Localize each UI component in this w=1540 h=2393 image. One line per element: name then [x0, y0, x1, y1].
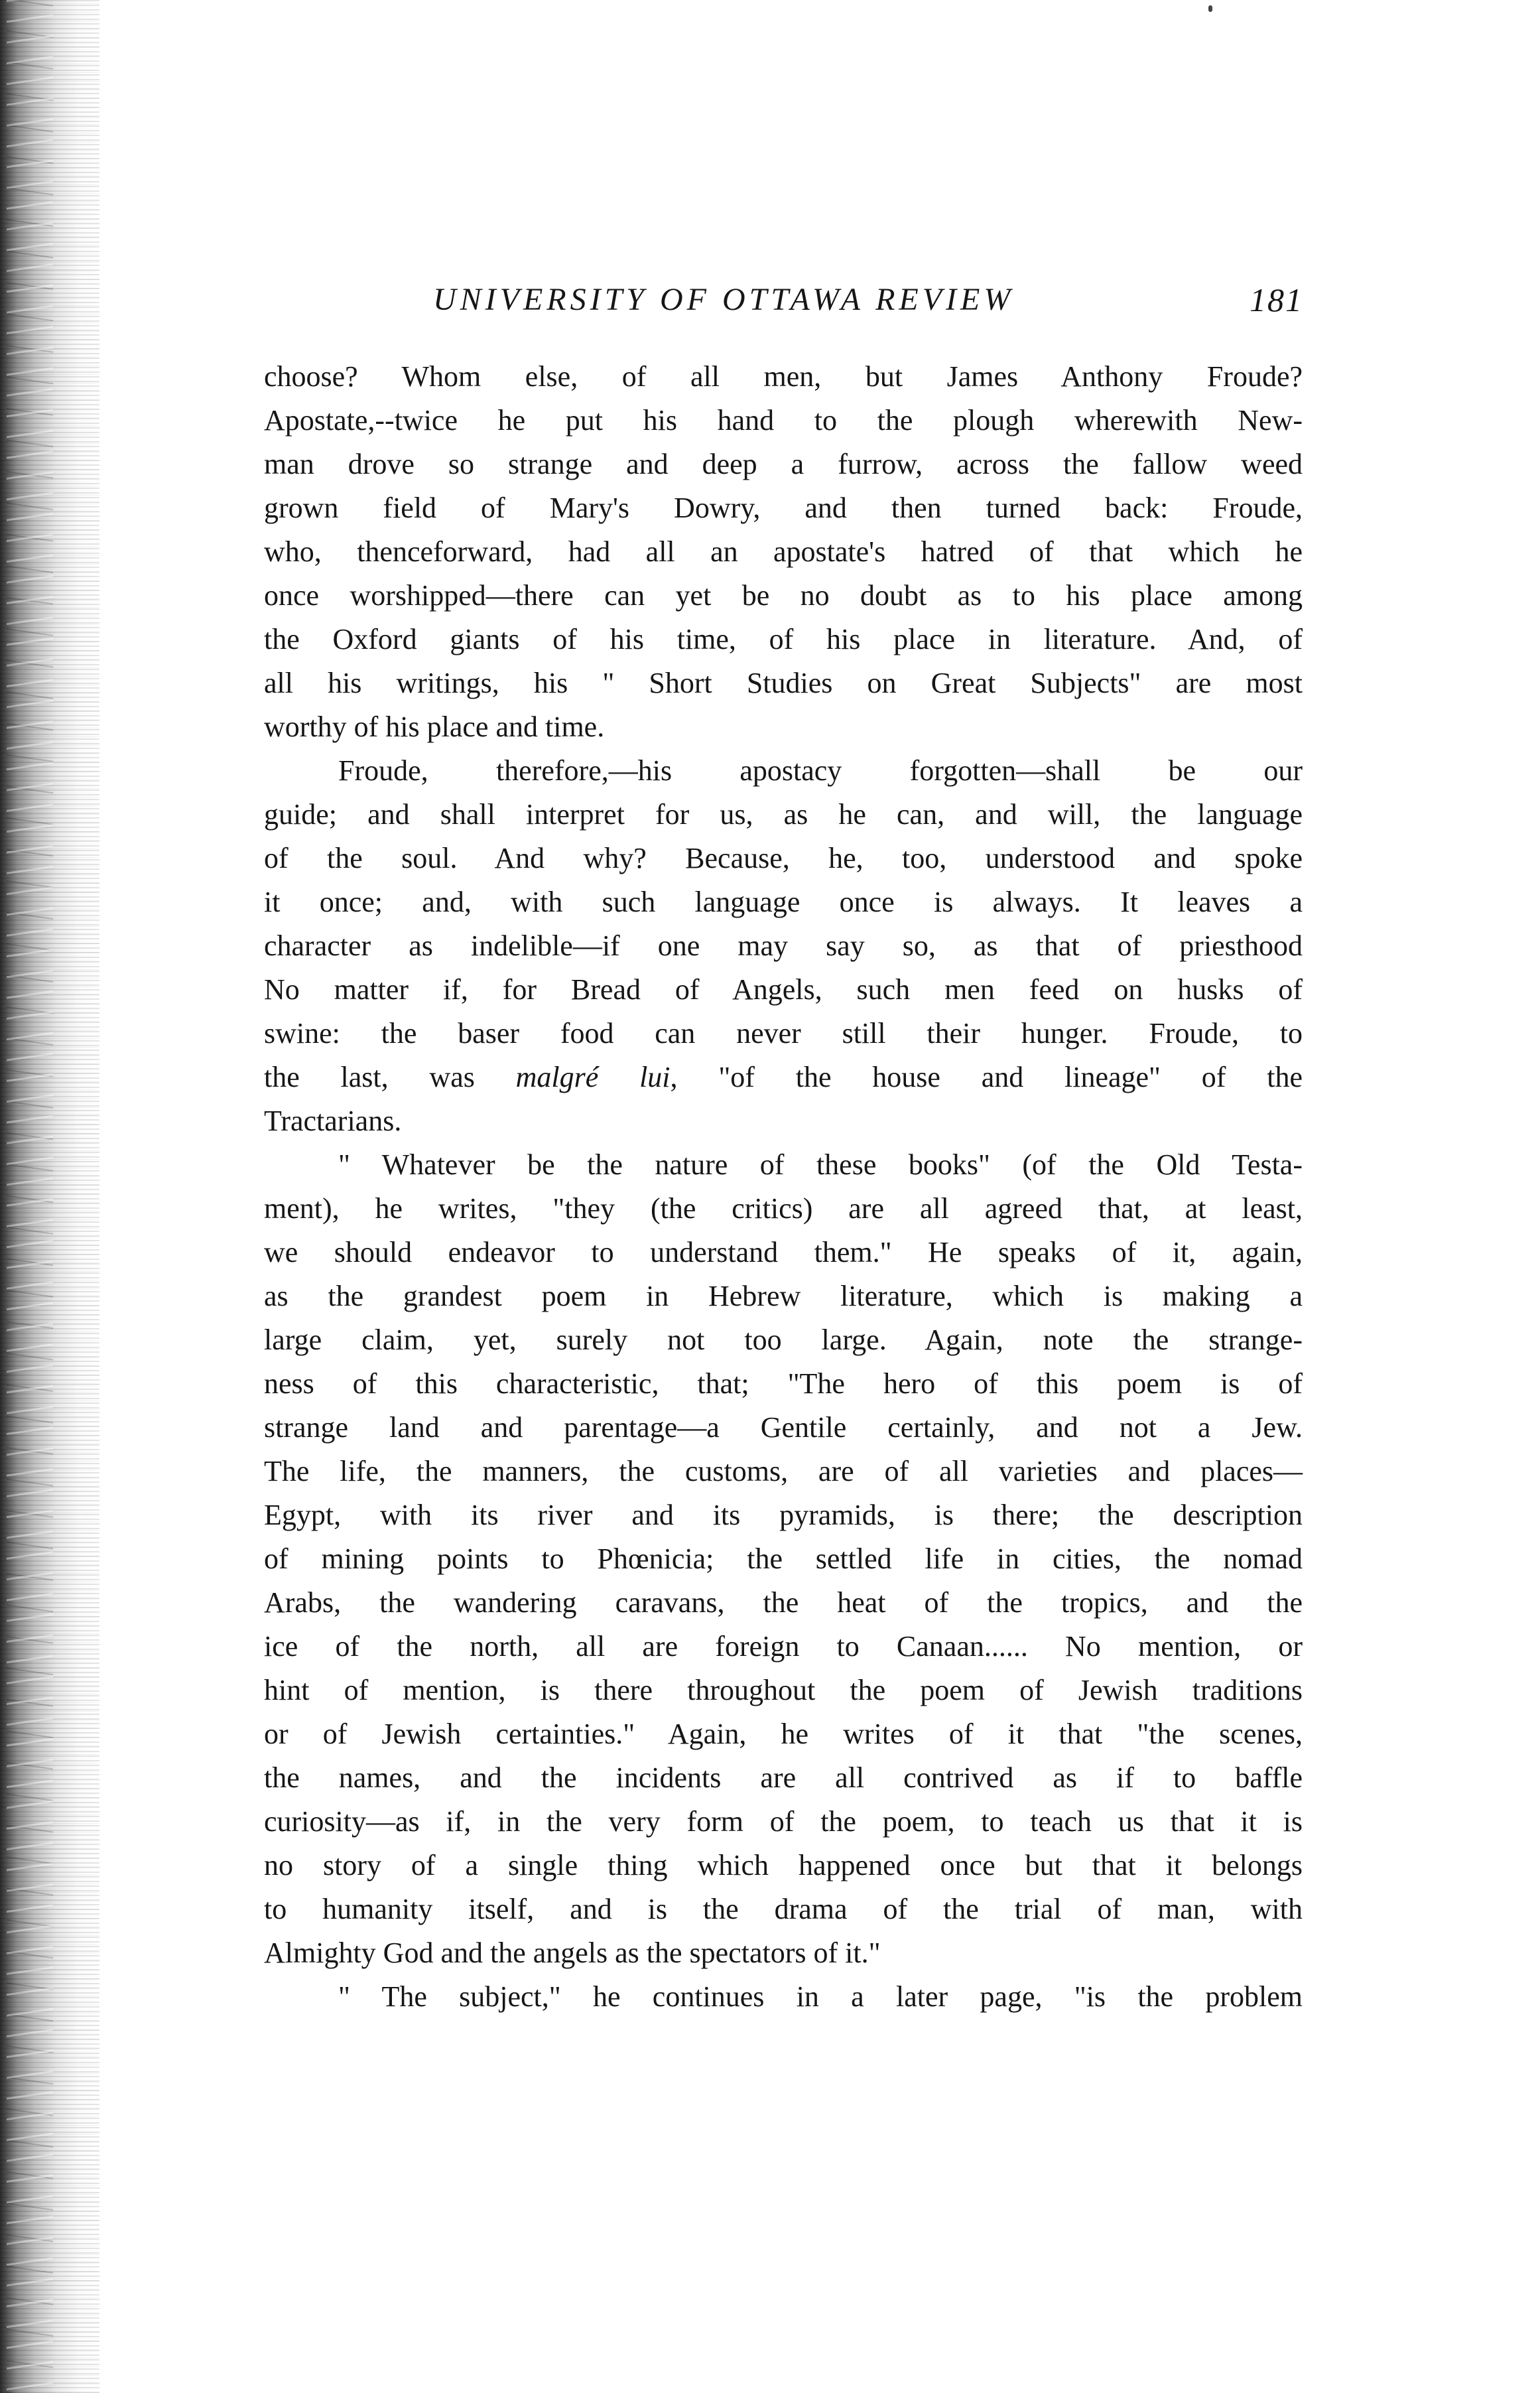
text-line: to humanity itself, and is the drama of the trial of man, with — [264, 1893, 1303, 1925]
text-line: as the grandest poem in Hebrew literature, which is making a — [264, 1280, 1303, 1312]
text-line: of the soul. And why? Because, he, too, understood and spoke — [264, 842, 1303, 874]
text-line: choose? Whom else, of all men, but James Anthony Froude? — [264, 360, 1303, 393]
text-line: grown field of Mary's Dowry, and then turned back: Froude, — [264, 492, 1303, 524]
text-line: Apostate,--twice he put his hand to the plough wherewith New- — [264, 404, 1303, 437]
text-line: No matter if, for Bread of Angels, such men feed on husks of — [264, 973, 1303, 1006]
text-line: once worshipped—there can yet be no doubt as to his place among — [264, 579, 1303, 612]
text-line: the last, was malgré lui, "of the house and lineage" of the — [264, 1061, 1303, 1093]
italic-phrase: malgré lui — [515, 1061, 671, 1093]
text-line: who, thenceforward, had all an apostate's hatred of that which he — [264, 535, 1303, 568]
text-line: character as indelible—if one may say so, as that of priesthood — [264, 929, 1303, 962]
text-line: ment), he writes, "they (the critics) are all agreed that, at least, — [264, 1192, 1303, 1225]
text-line: ness of this characteristic, that; "The hero of this poem is of — [264, 1367, 1303, 1400]
text-line: the Oxford giants of his time, of his place in literature. And, of — [264, 623, 1303, 655]
text-line: we should endeavor to understand them." He speaks of it, again, — [264, 1236, 1303, 1268]
text-line: The life, the manners, the customs, are of all varieties and places— — [264, 1455, 1303, 1487]
binding-texture — [7, 0, 53, 2393]
text-line: ice of the north, all are foreign to Canaan...... No mention, or — [264, 1630, 1303, 1663]
text-line: guide; and shall interpret for us, as he can, and will, the language — [264, 798, 1303, 831]
text-line: " The subject," he continues in a later page, "is the problem — [338, 1980, 1303, 2013]
text-line: large claim, yet, surely not too large. Again, note the strange- — [264, 1324, 1303, 1356]
text-line: or of Jewish certainties." Again, he writes of it that "the scenes, — [264, 1718, 1303, 1750]
journal-title: UNIVERSITY OF OTTAWA REVIEW — [433, 282, 1015, 317]
running-head — [262, 273, 1303, 326]
text-line: Arabs, the wandering caravans, the heat of the tropics, and the — [264, 1586, 1303, 1619]
text-line: no story of a single thing which happened once but that it belongs — [264, 1849, 1303, 1881]
text-line: man drove so strange and deep a furrow, across the fallow weed — [264, 448, 1303, 480]
text-line: " Whatever be the nature of these books" (of the Old Testa- — [338, 1148, 1303, 1181]
page-number: 181 — [1250, 281, 1303, 318]
text-line: Froude, therefore,—his apostacy forgotten—shall be our — [338, 754, 1303, 787]
ink-speck — [1208, 5, 1212, 12]
body-text — [264, 355, 1303, 2019]
text-line: of mining points to Phœnicia; the settled life in cities, the nomad — [264, 1542, 1303, 1575]
text-line: hint of mention, is there throughout the poem of Jewish traditions — [264, 1674, 1303, 1706]
text-line: the names, and the incidents are all contrived as if to baffle — [264, 1761, 1303, 1794]
text-line: worthy of his place and time. — [264, 711, 605, 743]
text-line: Egypt, with its river and its pyramids, is there; the description — [264, 1499, 1303, 1531]
text-line: Almighty God and the angels as the spectators of it." — [264, 1937, 881, 1969]
text-line: curiosity—as if, in the very form of the poem, to teach us that it is — [264, 1805, 1303, 1838]
text-line: all his writings, his " Short Studies on Great Subjects" are most — [264, 667, 1303, 699]
text-line: Tractarians. — [264, 1105, 402, 1137]
text-line: strange land and parentage—a Gentile certainly, and not a Jew. — [264, 1411, 1303, 1444]
text-line: it once; and, with such language once is always. It leaves a — [264, 886, 1303, 918]
text-line: swine: the baser food can never still their hunger. Froude, to — [264, 1017, 1303, 1050]
